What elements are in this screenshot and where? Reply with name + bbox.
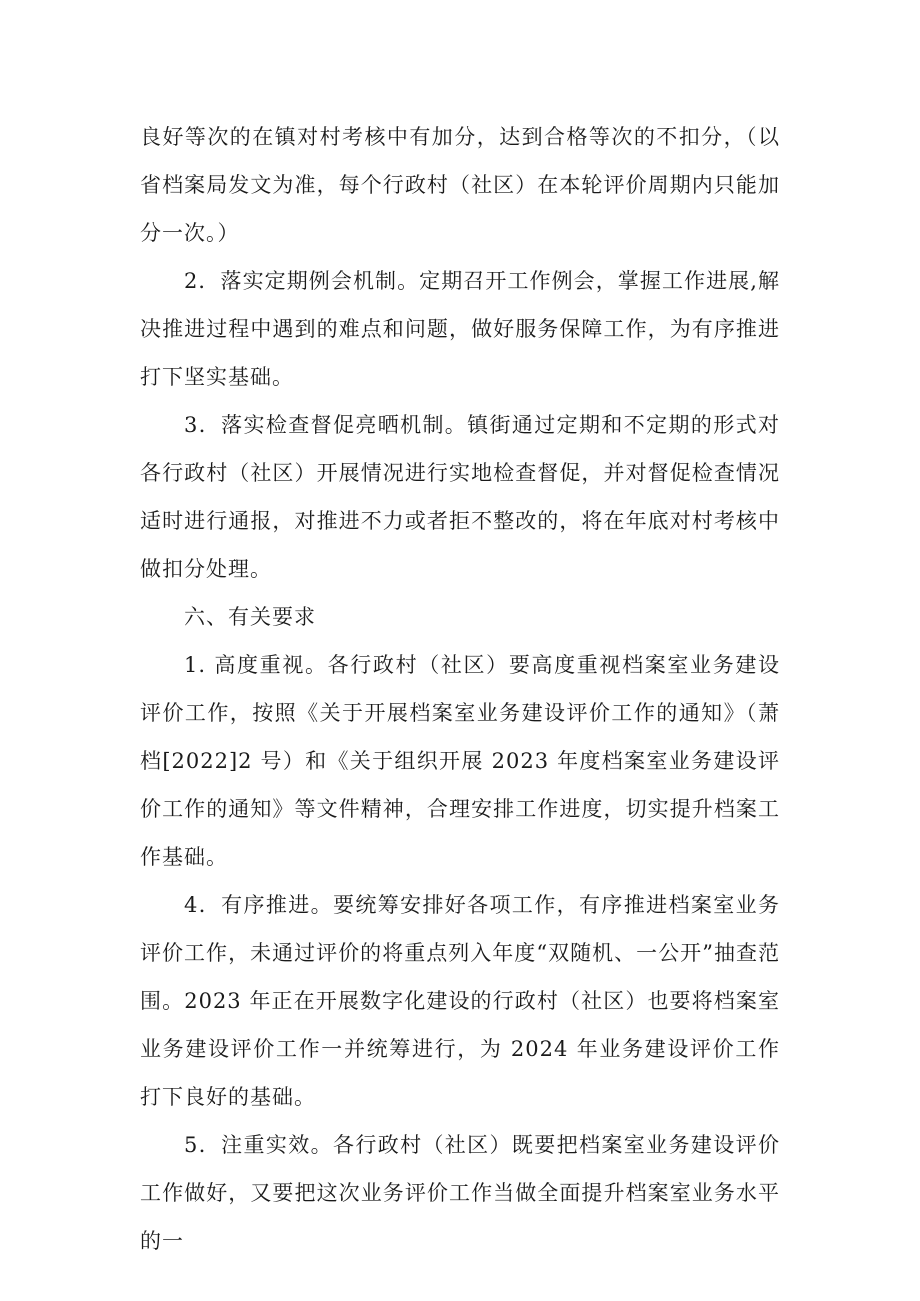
paragraph-item-2: 2．落实定期例会机制。定期召开工作例会，掌握工作进展,解决推进过程中遇到的难点和问题，做好服务保障工作，为有序推进打下坚实基础。 [140,269,780,389]
document-body [140,113,780,1265]
paragraph-requirement-1: 1. 高度重视。各行政村（社区）要高度重视档案室业务建设评价工作，按照《关于开展档案室业务建设评价工作的通知》（萧档[2022]2 号）和《关于组织开展 2023 年度档案室业务建设评价工作的通知》等文件精神，合理安排工作进度，切实提升档案工作基础。 [140,653,780,869]
section-heading: 六、有关要求 [184,605,316,629]
paragraph-requirement-5: 5．注重实效。各行政村（社区）既要把档案室业务建设评价工作做好，又要把这次业务评价工作当做全面提升档案室业务水平的一 [140,1133,780,1253]
paragraph-continuation: 良好等次的在镇对村考核中有加分，达到合格等次的不扣分，（以省档案局发文为准，每个行政村（社区）在本轮评价周期内只能加分一次。） [140,125,780,245]
paragraph-item-3: 3．落实检查督促亮晒机制。镇街通过定期和不定期的形式对各行政村（社区）开展情况进行实地检查督促，并对督促检查情况适时进行通报，对推进不力或者拒不整改的，将在年底对村考核中做扣分处理。 [140,413,780,581]
paragraph-requirement-4: 4．有序推进。要统筹安排好各项工作，有序推进档案室业务评价工作，未通过评价的将重点列入年度“双随机、一公开”抽查范围。2023 年正在开展数字化建设的行政村（社区）也要将档案室业务建设评价工作一并统筹进行，为 2024 年业务建设评价工作打下良好的基础。 [140,893,780,1109]
